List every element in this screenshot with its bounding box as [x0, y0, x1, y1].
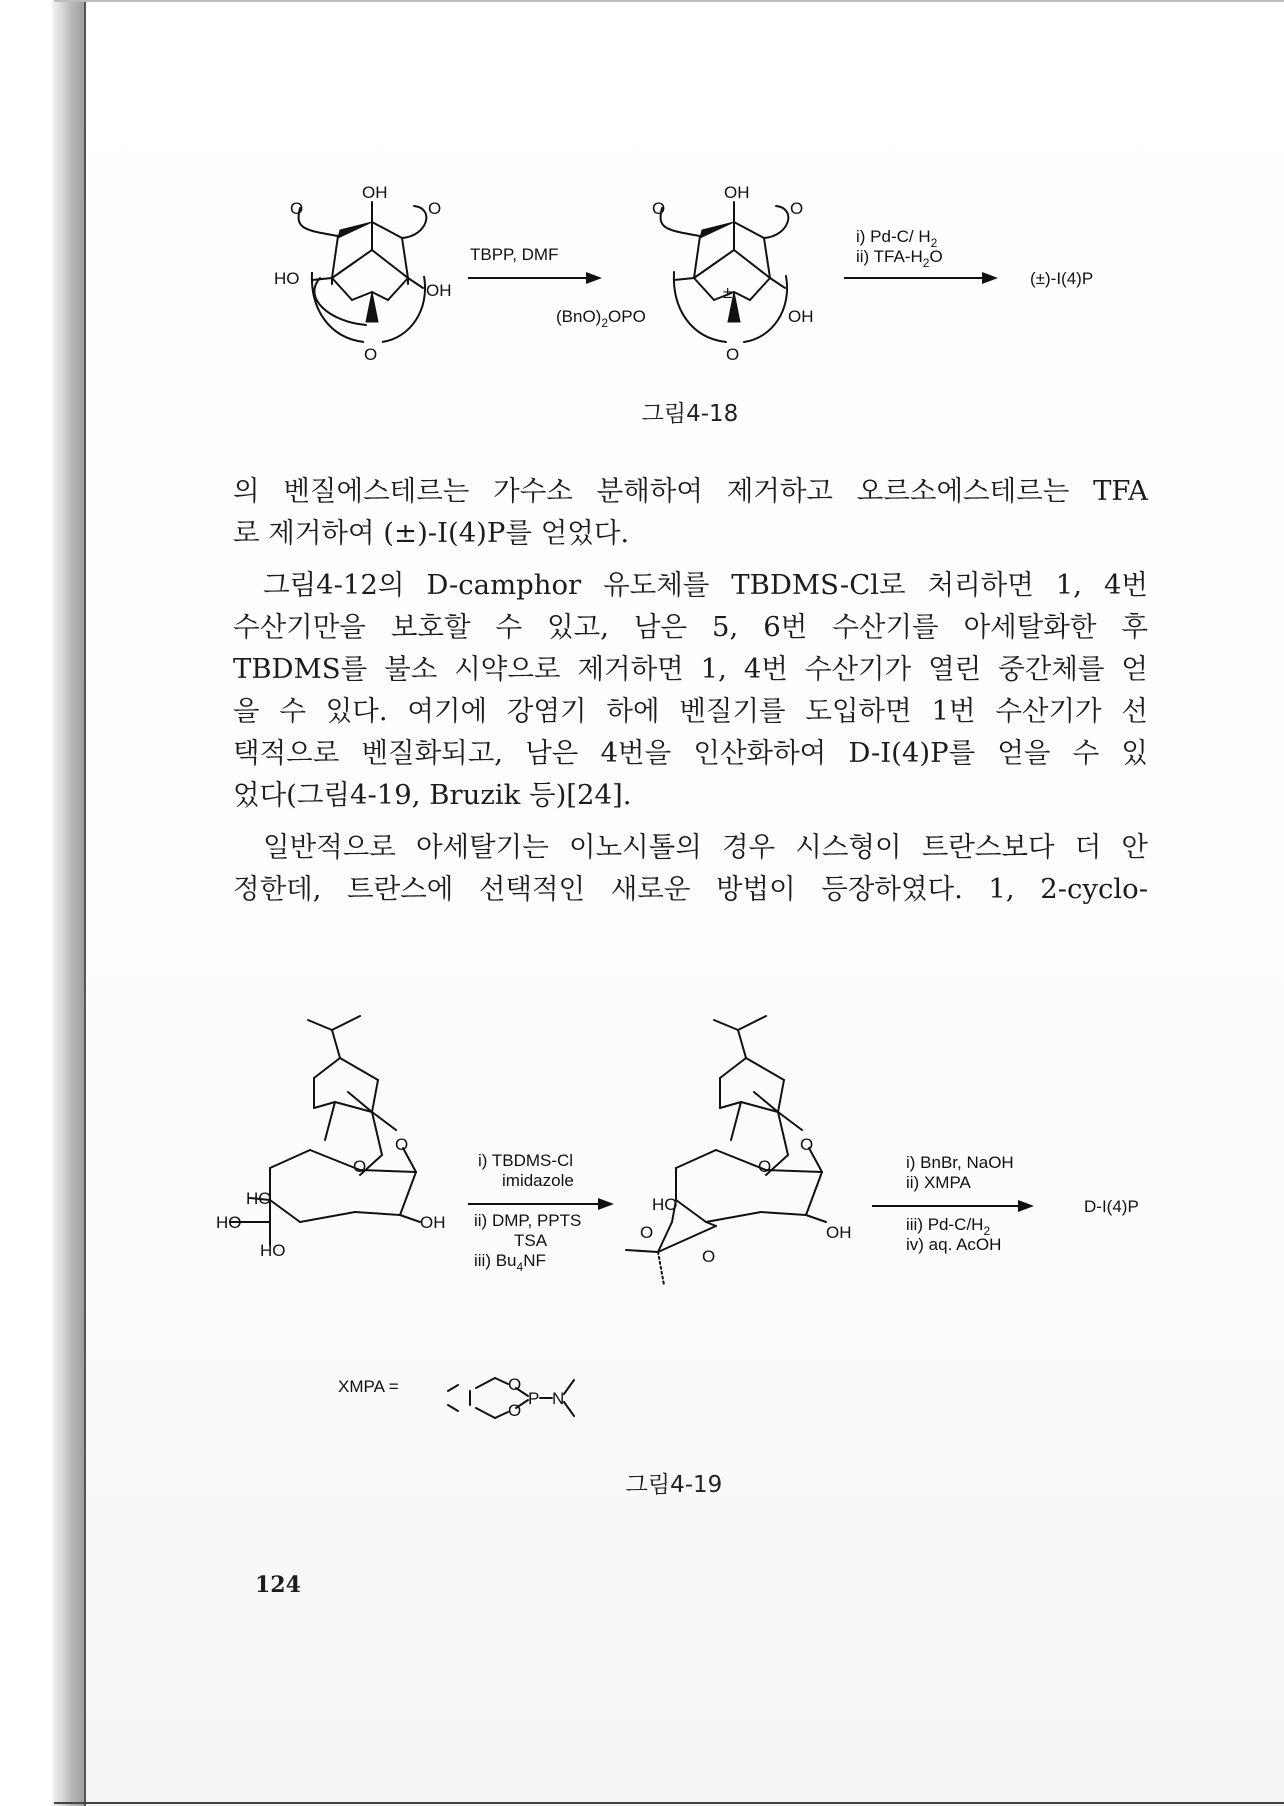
sm-o-upper: O — [395, 1135, 409, 1154]
product-racemic-i4p: (±)-I(4)P — [1030, 269, 1094, 288]
int-ho: HO — [652, 1195, 678, 1214]
product-d-i4p: D-I(4)P — [1084, 1197, 1139, 1216]
paragraph-line: 택적으로 벤질화되고, 남은 4번을 인산화하여 D-I(4)P를 얻을 수 있 — [233, 737, 1148, 769]
int-o-right: O — [790, 199, 804, 218]
reagent-dmp-ppts: ii) DMP, PPTS — [474, 1211, 582, 1230]
sm-ho-2: HO — [216, 1213, 242, 1232]
paragraph-line: 그림4-12의 D-camphor 유도체를 TBDMS-Cl로 처리하면 1, 4번 — [263, 569, 1148, 601]
figure-4-18-scheme — [260, 180, 1160, 380]
page-number: 124 — [255, 1572, 301, 1598]
int-oh-right: OH — [788, 307, 814, 326]
int-o-upper: O — [800, 1135, 814, 1154]
int-oh-top: OH — [724, 183, 750, 202]
int-o-acetal-right: O — [702, 1247, 716, 1266]
reagent-pd-c-h2: iii) $Pd-C/H_2$ — [906, 1215, 991, 1238]
sm-o-lower: O — [353, 1157, 367, 1176]
int-o-left: O — [652, 199, 666, 218]
reagent-tbdms-cl: i) TBDMS-Cl — [478, 1151, 574, 1170]
int-o-bottom: O — [726, 345, 740, 364]
sm-o-left: O — [290, 199, 304, 218]
paragraph-line: 일반적으로 아세탈기는 이노시톨의 경우 시스형이 트란스보다 더 안 — [263, 831, 1148, 863]
reaction-arrow-1 — [468, 272, 602, 284]
int-o-lower: O — [758, 1157, 772, 1176]
reagent-bnbr-naoh: i) BnBr, NaOH — [906, 1153, 1014, 1172]
bis-acetal-intermediate — [626, 1016, 826, 1285]
book-spine — [52, 0, 84, 1806]
paragraph-line: 정한데, 트란스에 선택적인 새로운 방법이 등장하였다. 1, 2-cyclo- — [233, 873, 1148, 905]
xmpa-o-upper: O — [508, 1375, 522, 1394]
reaction-arrow-2 — [844, 272, 998, 284]
phosphorylated-orthoester — [661, 202, 789, 342]
xmpa-n: N — [552, 1389, 565, 1408]
sm-o-bottom: O — [364, 345, 378, 364]
paragraph-line: 었다(그림4-19, Bruzik 등)[24]. — [233, 779, 632, 811]
int-bno-label: $(BnO)_2OPO$ — [556, 307, 646, 330]
reaction-arrow-3 — [468, 1198, 614, 1210]
reagent-tbpp-dmf: TBPP, DMF — [470, 245, 559, 264]
xmpa-o-lower: O — [508, 1401, 522, 1420]
sm-ho-1: HO — [246, 1189, 272, 1208]
paragraph-line: 로 제거하여 (±)-I(4)P를 얻었다. — [233, 517, 630, 549]
reagent-bu4nf: iii) $Bu_4NF$ — [474, 1251, 546, 1274]
page-bottom-edge — [54, 1802, 1284, 1804]
camphor-inositol-acetal — [230, 1016, 420, 1245]
paragraph-line: 수산기만을 보호할 수 있고, 남은 5, 6번 수산기를 아세탈화한 후 — [233, 611, 1148, 643]
paragraph-line: TBDMS를 불소 시약으로 제거하면 1, 4번 수산기가 열린 중간체를 얻 — [233, 653, 1148, 685]
sm-oh-right: OH — [426, 281, 452, 300]
reagent-tsa: TSA — [514, 1231, 548, 1250]
sm-ho-3: HO — [260, 1241, 286, 1260]
reagent-imidazole: imidazole — [502, 1171, 574, 1190]
figure-4-19-scheme — [210, 1000, 1170, 1470]
int-plus-minus: ± — [723, 283, 733, 302]
page-top-edge — [54, 0, 1284, 2]
int-o-acetal-left: O — [640, 1223, 654, 1242]
reagent-xmpa: ii) XMPA — [906, 1173, 971, 1192]
sm-ho-left: HO — [274, 269, 300, 288]
xmpa-label: XMPA = — [338, 1377, 399, 1396]
figure-4-19-caption: 그림4-19 — [625, 1472, 723, 1498]
paragraph-line: 을 수 있다. 여기에 강염기 하에 벤질기를 도입하면 1번 수산기가 선 — [233, 695, 1148, 727]
int-oh: OH — [826, 1223, 852, 1242]
body-text — [233, 470, 1148, 910]
sm-oh: OH — [420, 1213, 446, 1232]
xmpa-p: P — [528, 1389, 540, 1408]
reaction-arrow-4 — [872, 1200, 1034, 1212]
reagent-tfa: ii) TFA-$H_2O$ — [856, 247, 943, 270]
sm-oh-top: OH — [362, 183, 388, 202]
figure-4-18-caption: 그림4-18 — [641, 401, 739, 427]
reagent-aq-acoh: iv) aq. AcOH — [906, 1235, 1002, 1254]
reagent-pd-c: i) Pd-C/ $H_2$ — [856, 227, 938, 250]
paragraph-line: 의 벤질에스테르는 가수소 분해하여 제거하고 오르소에스테르는 TFA — [233, 475, 1148, 507]
sm-o-right: O — [428, 199, 442, 218]
